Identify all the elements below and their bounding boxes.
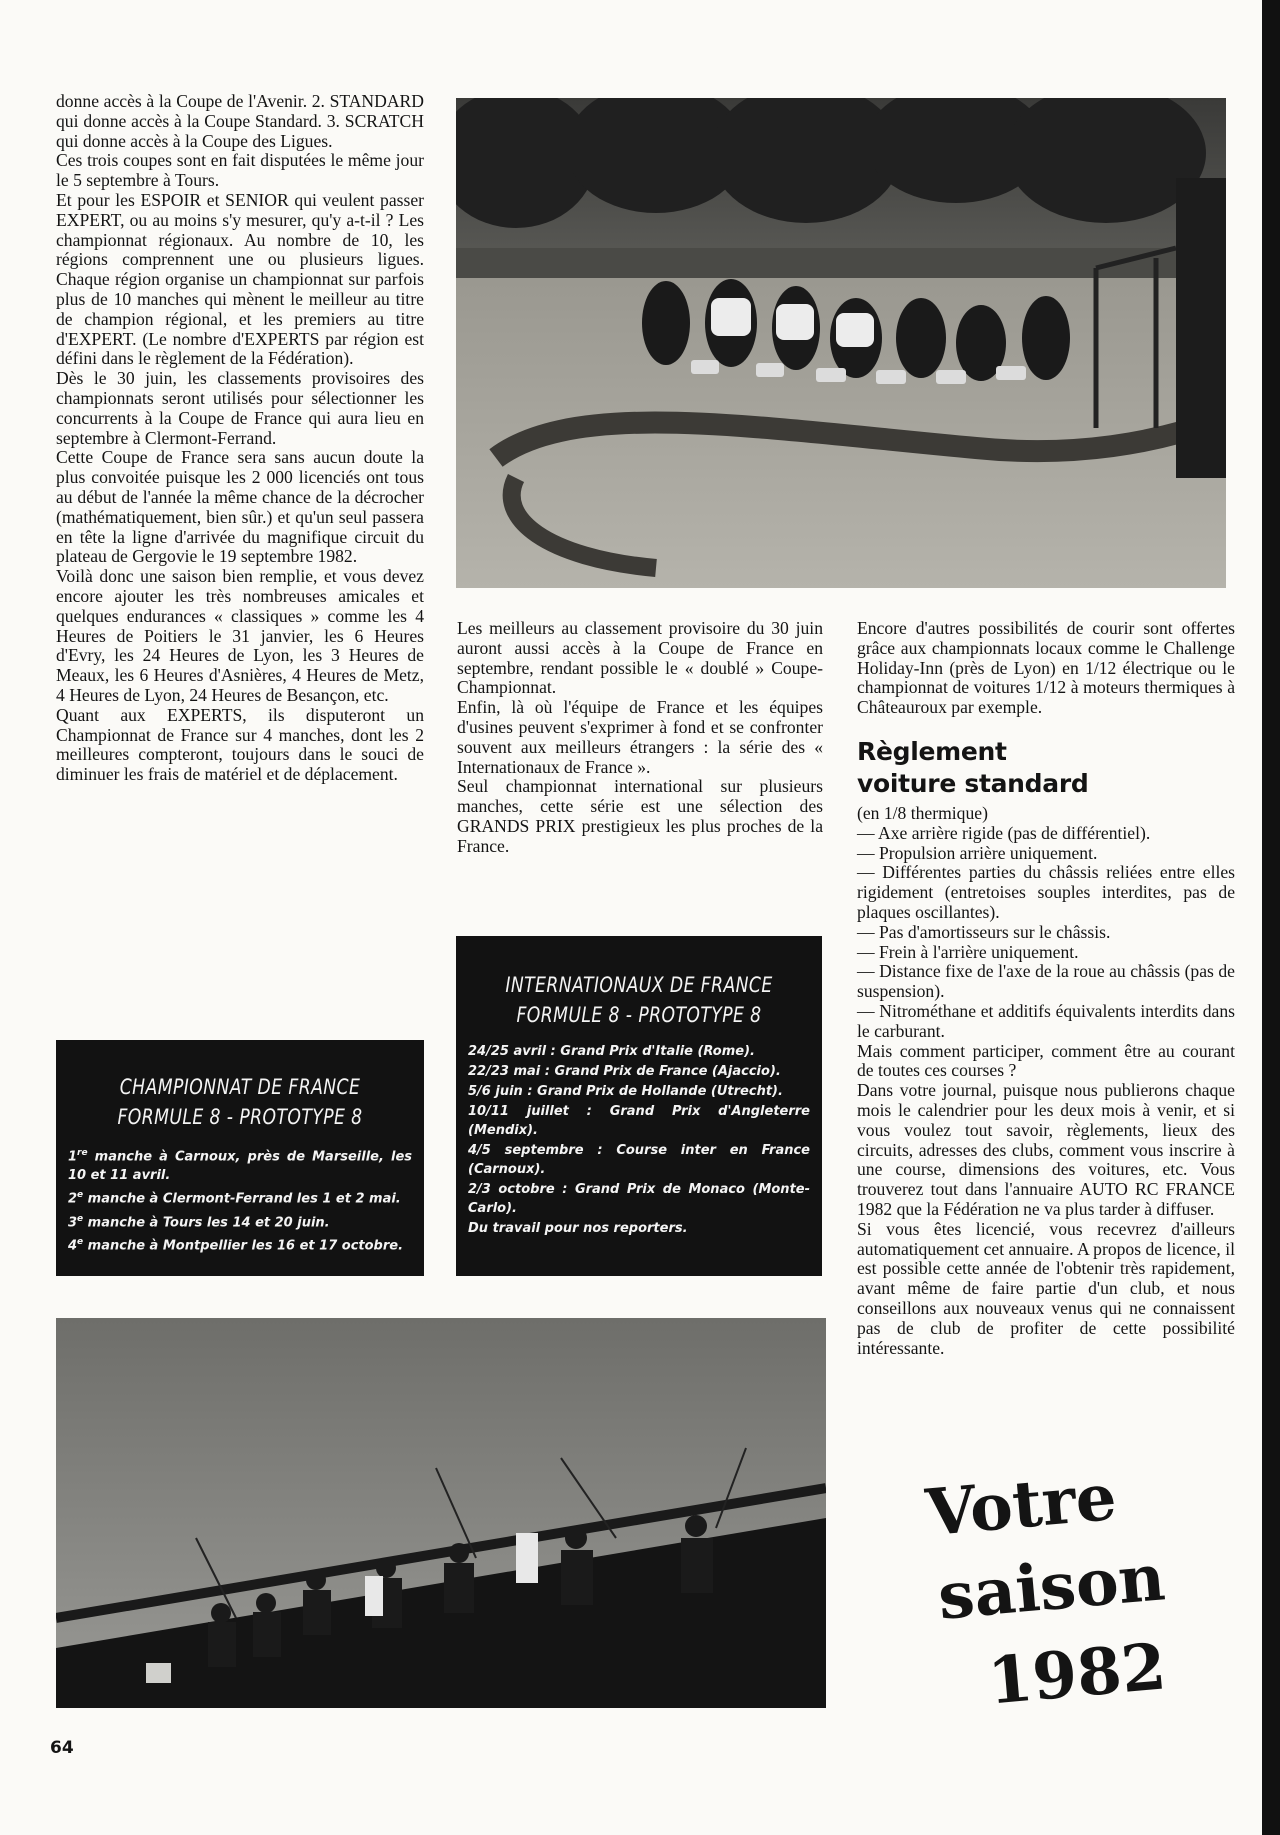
internationaux-box	[456, 936, 822, 1276]
list-item: 4e manche à Montpellier les 16 et 17 octobre.	[68, 1236, 404, 1254]
paragraph: Cette Coupe de France sera sans aucun doute la plus convoitée puisque les 2 000 licenciés ont tous au début de l'année la même chance de la décrocher (mathématiquement, bien sûr.) et qu'un seul passera en tête la ligne d'arrivée du magnifique circuit du plateau de Gergovie le 19 septembre 1982.	[56, 447, 424, 567]
photo-drivers-track	[456, 98, 1226, 588]
rule-item: — Axe arrière rigide (pas de différentiel).	[857, 822, 1151, 843]
rule-item: — Nitrométhane et additifs équivalents interdits dans le carburant.	[857, 1000, 1235, 1041]
paragraph: Enfin, là où l'équipe de France et les équipes d'usines peuvent s'exprimer à fond et se confronter souvent aux meilleurs étrangers : la série des « Internationaux de France ».	[457, 697, 823, 777]
list-item: 5/6 juin : Grand Prix de Hollande (Utrecht).	[468, 1084, 783, 1099]
article-column-3	[857, 619, 1235, 1358]
title-line: saison	[935, 1540, 1168, 1635]
page-edge	[1262, 0, 1280, 1835]
section-heading	[857, 736, 1235, 800]
paragraph: Ces trois coupes sont en fait disputées le même jour le 5 septembre à Tours.	[56, 150, 424, 191]
paragraph: Mais comment participer, comment être au courant de toutes ces courses ?	[857, 1040, 1235, 1081]
rule-item: — Propulsion arrière uniquement.	[857, 842, 1098, 863]
article-column-2	[457, 619, 823, 857]
list-item: 2e manche à Clermont-Ferrand les 1 et 2 mai.	[68, 1190, 401, 1207]
box-title-line: FORMULE 8 - PROTOTYPE 8	[117, 1105, 363, 1129]
heading-line: Règlement	[857, 736, 1007, 766]
article-column-1	[56, 92, 424, 785]
section-subheading: (en 1/8 thermique)	[857, 802, 988, 823]
paragraph: Dans votre journal, puisque nous publierons chaque mois le calendrier pour les deux mois à venir, et si vous voulez tout savoir, règlements, lieux des circuits, adresses des clubs, comment vous inscrire à une course, dimensions des voitures, etc. Vous trouverez tout dans l'annuaire AUTO RC FRANCE 1982 que la Fédération ne va plus tarder à diffuser.	[857, 1080, 1235, 1219]
paragraph: Si vous êtes licencié, vous recevrez d'ailleurs automatiquement cet annuaire. A propos de licence, il est possible cette année de l'obtenir très rapidement, avant même de faire partie d'un club, et nous conseillons aux nouveaux venus qui ne connaissent pas de club de profiter de cette possibilité intéressante.	[857, 1218, 1235, 1358]
rule-item: — Différentes parties du châssis reliées entre elles rigidement (entretoises souples interdites, pas de plaques oscillantes).	[857, 862, 1235, 922]
title-line: Votre	[923, 1459, 1120, 1552]
paragraph: donne accès à la Coupe de l'Avenir. 2. STANDARD qui donne accès à la Coupe Standard. 3. SCRATCH qui donne accès à la Coupe des Ligues.	[56, 91, 424, 151]
paragraph: Seul championnat international sur plusieurs manches, cette série est une sélection des GRANDS PRIX prestigieux les plus proches de la France.	[457, 776, 823, 856]
heading-line: voiture standard	[857, 768, 1089, 798]
article-title	[920, 1459, 1220, 1745]
paragraph: Les meilleurs au classement provisoire du 30 juin auront aussi accès à la Coupe de France en septembre, rendant possible le « doublé » Coupe-Championnat.	[457, 618, 823, 698]
box-title-line: FORMULE 8 - PROTOTYPE 8	[516, 1003, 762, 1027]
page-number: 64	[50, 1738, 74, 1758]
list-item: 2/3 octobre : Grand Prix de Monaco (Monte-Carlo).	[468, 1182, 810, 1216]
championnat-box	[56, 1040, 424, 1276]
rule-item: — Distance fixe de l'axe de la roue au châssis (pas de suspension).	[857, 961, 1235, 1002]
title-line: 1982	[985, 1629, 1170, 1720]
box-title-line: INTERNATIONAUX DE FRANCE	[505, 973, 773, 997]
list-item: 22/23 mai : Grand Prix de France (Ajaccio).	[468, 1064, 781, 1079]
photo-drivers-stand	[56, 1318, 826, 1708]
list-item: 1re manche à Carnoux, près de Marseille, les 10 et 11 avril.	[68, 1148, 412, 1184]
paragraph: Dès le 30 juin, les classements provisoires des championnats seront utilisés pour sélectionner les concurrents à la Coupe de France qui aura lieu en septembre à Clermont-Ferrand.	[56, 368, 424, 448]
list-item: 4/5 septembre : Course inter en France (Carnoux).	[468, 1143, 810, 1177]
rule-item: — Pas d'amortisseurs sur le châssis.	[857, 921, 1111, 942]
list-item: 24/25 avril : Grand Prix d'Italie (Rome).	[468, 1044, 755, 1059]
list-item: Du travail pour nos reporters.	[468, 1221, 688, 1236]
rule-item: — Frein à l'arrière uniquement.	[857, 941, 1079, 962]
list-item: 10/11 juillet : Grand Prix d'Angleterre (Mendix).	[468, 1104, 810, 1138]
paragraph: Encore d'autres possibilités de courir sont offertes grâce aux championnats locaux comme le Challenge Holiday-Inn (près de Lyon) en 1/12 électrique ou le championnat de voitures 1/12 à moteurs thermiques à Châteauroux par exemple.	[857, 618, 1235, 718]
paragraph: Voilà donc une saison bien remplie, et vous devez encore ajouter les très nombreuses amicales et quelques endurances « classiques » comme les 4 Heures de Poitiers le 31 janvier, les 6 Heures d'Evry, les 24 Heures de Lyon, les 3 Heures de Meaux, les 6 Heures d'Asnières, 4 Heures de Metz, 4 Heures de Lyon, 24 Heures de Besançon, etc.	[56, 566, 424, 705]
paragraph: Et pour les ESPOIR et SENIOR qui veulent passer EXPERT, ou au moins s'y mesurer, qu'y a-t-il ? Les championnat régionaux. Au nombre de 10, les régions comprennent une ou plusieurs ligues. Chaque région organise un championnat sur parfois plus de 10 manches qui mènent le meilleur au titre de champion régional, et les premiers au titre d'EXPERT. (Le nombre d'EXPERTS par région est défini dans le règlement de la Fédération).	[56, 189, 424, 369]
box-title-line: CHAMPIONNAT DE FRANCE	[119, 1075, 361, 1099]
box-title	[99, 1072, 381, 1132]
box-title	[499, 970, 779, 1030]
list-item: 3e manche à Tours les 14 et 20 juin.	[68, 1213, 330, 1230]
paragraph: Quant aux EXPERTS, ils disputeront un Championnat de France sur 4 manches, dont les 2 meilleures compteront, toujours dans le souci de diminuer les frais de matériel et de déplacement.	[56, 704, 424, 785]
